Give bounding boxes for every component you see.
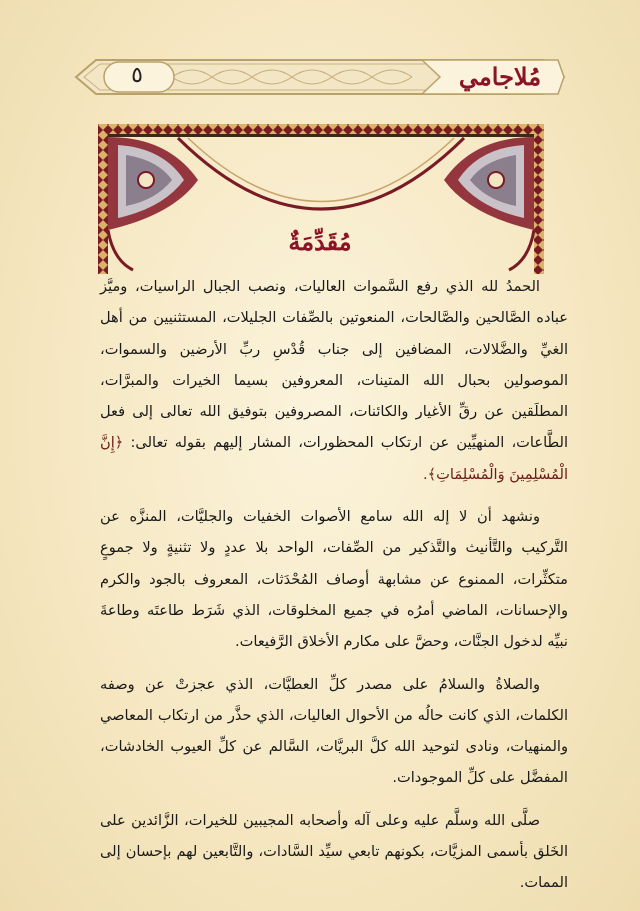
paragraph — [100, 271, 568, 490]
paragraph — [100, 501, 568, 657]
paragraph — [100, 669, 568, 794]
page-number: ٥ — [131, 63, 143, 88]
body-text — [100, 271, 568, 910]
paragraph-text: ونشهد أن لا إله الله سامع الأصوات الخفيات والجليَّات، المنزَّه عن التَّركيب والتَّأنيث والتَّذكير من الصِّفات، الواحد بلا عددٍ ولا تثنيةٍ ولا جموعٍ متكثِّرات، الممنوع عن مشابهة أوصاف المُحْدَثات، المعروف بالجود والكرم والإحسانات، الماضي أمرُه في جميع المخلوقات، الذي شَرَط طاعتَه وطاعةَ نبيِّه لدخول الجنَّات، وحضَّ على مكارم الأخلاق الرَّفيعات. — [100, 508, 568, 651]
paragraph — [100, 805, 568, 899]
paragraph-text: الحمدُ لله الذي رفع السَّموات العاليات، ونصب الجبال الراسيات، وميَّز عباده الصَّالحين والصَّالحات، المنعوتين بالصِّفات الجليلات، المستثنيين من أهل الغيِّ والضَّلالات، المضافين إلى جناب قُدْسِ ربِّ الأرضين والسموات، الموصولين بحبال الله المتينات، المعروفين بسيما الخيرات والمبرَّات، المطلَقين عن رقِّ الأغيار والكائنات، المصروفين بتوفيق الله تعالى إلى فعل الطَّاعات، المنهيِّين عن ارتكاب المحظورات، المشار إليهم بقوله تعالى: — [100, 278, 568, 452]
paragraph-text: صلَّى الله وسلَّم عليه وعلى آله وأصحابه المجيبين للخيرات، الزَّائدين على الخَلق بأسمى المزيَّات، بكونهم تابعي سيِّد السَّادات، والتَّابعين لهم بإحسان إلى الممات. — [100, 811, 568, 892]
book-logo: مُلاجامي — [458, 62, 542, 91]
section-title: مُقَدِّمَةٌ — [288, 227, 352, 256]
paragraph-text: والصلاةُ والسلامُ على مصدر كلِّ العطيَّات، الذي عجزتْ عن وصفه الكلمات، الذي كانت حالُه من الأحوال العاليات، الذي حذَّر من ارتكاب المعاصي والمنهيات، ونادى لتوحيد الله كلَّ البريَّات، السَّالم عن كلِّ العيوب الخادشات، المفضَّل على كلِّ الموجودات. — [100, 675, 568, 787]
quran-quote: ﴿إِنَّ الْمُسْلِمِينَ وَالْمُسْلِمَاتِ﴾. — [100, 434, 568, 483]
